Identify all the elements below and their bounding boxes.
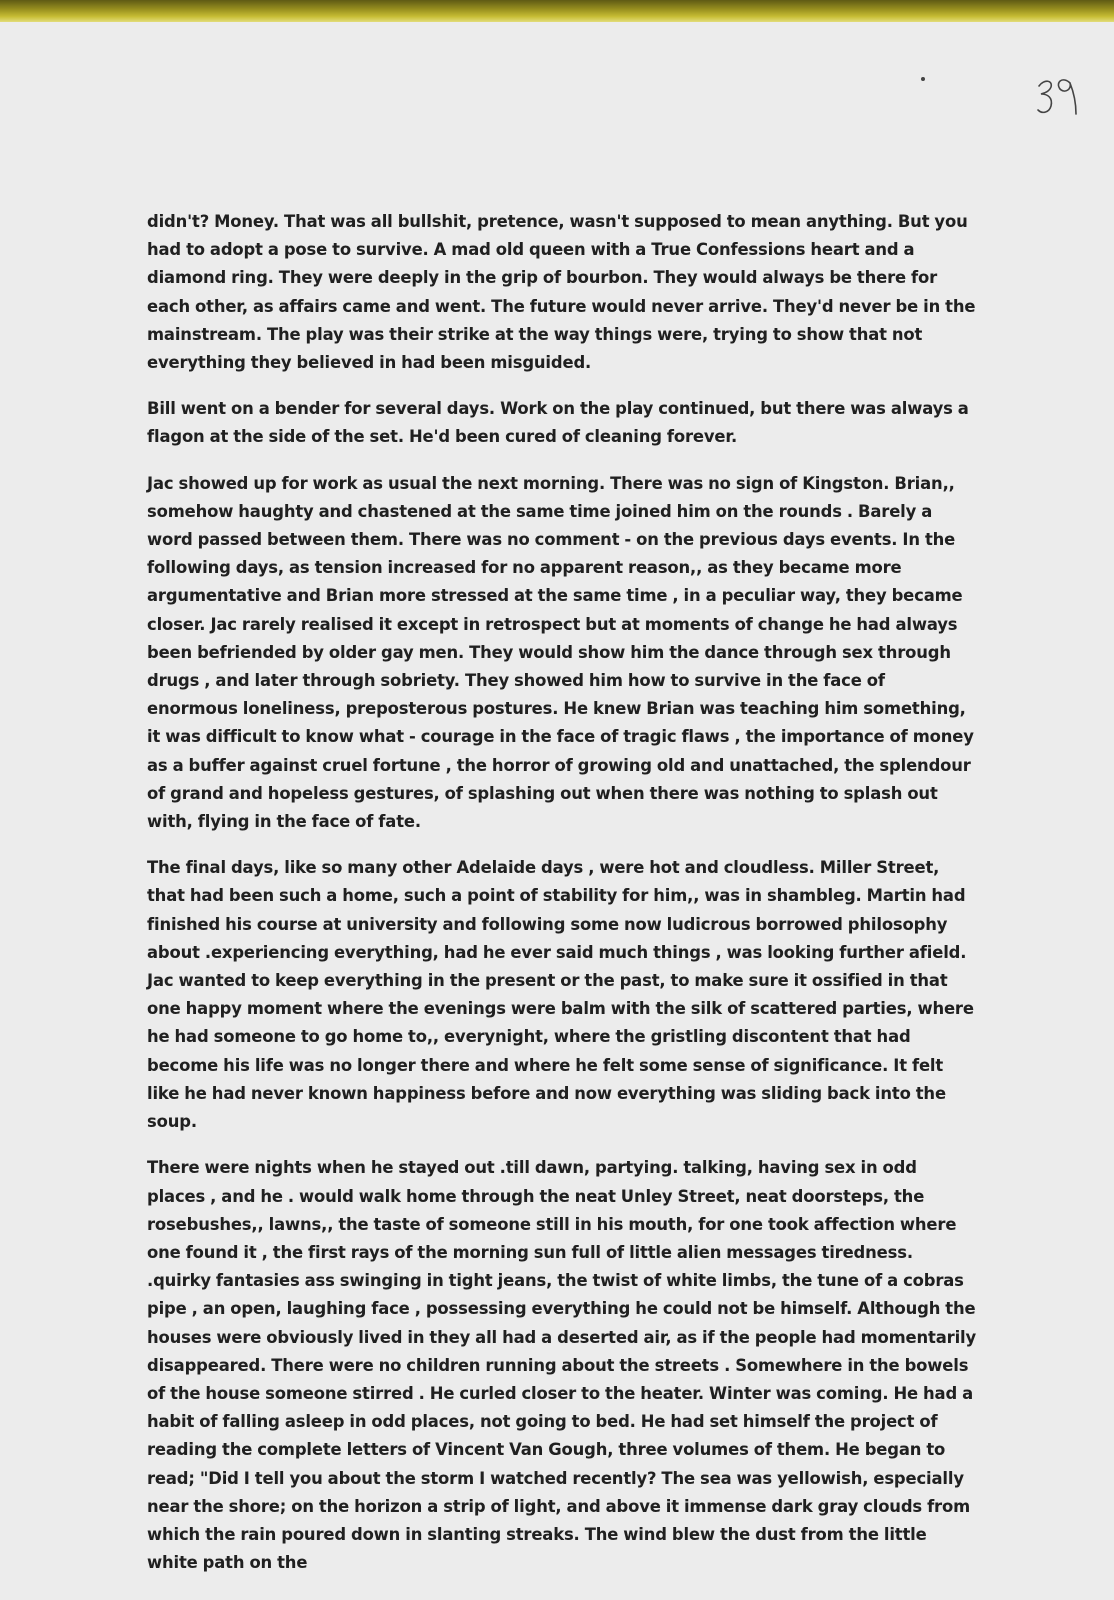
paragraph-1: didn't? Money. That was all bullshit, pretence, wasn't supposed to mean anything. But you had to adopt a pose to survive. A mad old queen with a True Confessions heart and a diamond ring. They were deeply in the grip of bourbon. They would always be there for each other, as affairs came and went. The future would never arrive. They'd never be in the mainstream. The play was their strike at the way things were, trying to show that not everything they believed in had been misguided. [147, 212, 976, 373]
paragraph-3: Jac showed up for work as usual the next morning. There was no sign of Kingston. Brian,, somehow haughty and chastened at the same time joined him on the rounds . Barely a word passed between them. There was no comment - on the previous days events. In the following days, as tension increased for no apparent reason,, as they became more argumentative and Brian more stressed at the same time , in a peculiar way, they became closer. Jac rarely realised it except in retrospect but at moments of change he had always been befriended by older gay men. They would show him the dance through sex through drugs , and later through sobriety. They showed him how to survive in the face of enormous loneliness, preposterous postures. He knew Brian was teaching him something, it was difficult to know what - courage in the face of tragic flaws , the importance of money as a buffer against cruel fortune , the horror of growing old and unattached, the splendour of grand and hopeless gestures, of splashing out when there was nothing to splash out with, flying in the face of fate. [147, 473, 974, 832]
paragraph-4: The final days, like so many other Adelaide days , were hot and cloudless. Miller Street, that had been such a home, such a point of stability for him,, was in shambleg. Martin had finished his course at university and following some now ludicrous borrowed philosophy about .experiencing everything, had he ever said much things , was looking further afield. Jac wanted to keep everything in the present or the past, to make sure it ossified in that one happy moment where the evenings were balm with the silk of scattered parties, where he had someone to go home to,, everynight, where the gristling discontent that had become his life was no longer there and where he felt some sense of significance. It felt like he had never known happiness before and now everything was sliding back into the soup. [147, 858, 974, 1132]
document-page [0, 22, 1114, 1600]
scan-top-border [0, 0, 1114, 22]
paper-speck [921, 77, 925, 81]
body-text [147, 208, 977, 1595]
paragraph-5: There were nights when he stayed out .till dawn, partying. talking, having sex in odd places , and he . would walk home through the neat Unley Street, neat doorsteps, the rosebushes,, lawns,, the taste of someone still in his mouth, for one took affection where one found it , the first rays of the morning sun full of little alien messages tiredness. .quirky fantasies ass swinging in tight jeans, the twist of white limbs, the tune of a cobras pipe , an open, laughing face , possessing everything he could not be himself. Although the houses were obviously lived in they all had a deserted air, as if the people had momentarily disappeared. There were no children running about the streets . Somewhere in the bowels of the house someone stirred . He curled closer to the heater. Winter was coming. He had a habit of falling asleep in odd places, not going to bed. He had set himself the project of reading the complete letters of Vincent Van Gough, three volumes of them. He began to read; "Did I tell you about the storm I watched recently? The sea was yellowish, especially near the shore; on the horizon a strip of light, and above it immense dark gray clouds from which the rain poured down in slanting streaks. The wind blew the dust from the little white path on the [147, 1158, 977, 1573]
handwritten-page-number [1036, 52, 1086, 122]
handwritten-page-number-drawing [1036, 52, 1086, 122]
handwritten-page-number-text [1036, 122, 1037, 123]
paragraph-2: Bill went on a bender for several days. Work on the play continued, but there was always a flagon at the side of the set. He'd been cured of cleaning forever. [147, 399, 969, 447]
